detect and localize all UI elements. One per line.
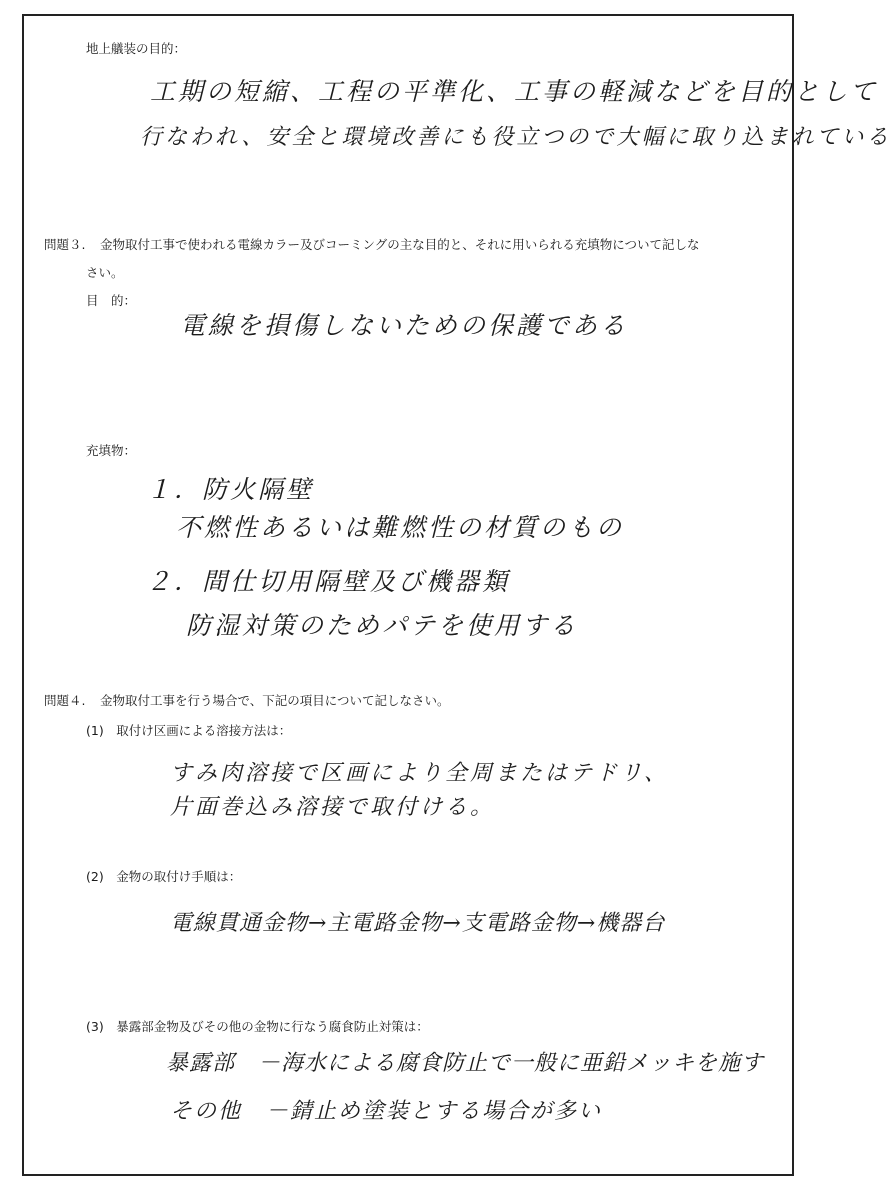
q4-item3-answer-1: 暴露部 －海水による腐食防止で一般に亜鉛メッキを施す <box>166 1051 765 1076</box>
q4-item1-answer-2: 片面巻込み溶接で取付ける。 <box>170 795 496 820</box>
q3-purpose-answer: 電線を損傷しないための保護である <box>180 311 629 340</box>
q4-item3-label: (3) 暴露部金物及びその他の金物に行なう腐食防止対策は： <box>86 1019 429 1034</box>
q4-number: 問題４. <box>44 693 86 708</box>
q3-number: 問題３. <box>44 237 86 252</box>
q4-text: 金物取付工事を行う場合で、下記の項目について記しなさい。 <box>100 693 450 708</box>
q3-text-line2: さい。 <box>86 265 124 280</box>
q3-text-line1: 金物取付工事で使われる電線カラー及びコーミングの主な目的と、それに用いられる充填物について記しな <box>100 237 700 252</box>
q4-item2-label: (2) 金物の取付け手順は： <box>86 869 242 884</box>
q3-filler-answer-1: １．防火隔壁 <box>146 475 315 504</box>
q4-item2-answer: 電線貫通金物→主電路金物→支電路金物→機器台 <box>170 911 666 936</box>
q3-filler-answer-4: 防湿対策のためパテを使用する <box>186 611 579 640</box>
q3-filler-label: 充填物： <box>86 443 137 458</box>
q4-item3-answer-2: その他 －錆止め塗装とする場合が多い <box>170 1099 603 1124</box>
q3-filler-answer-3: ２．間仕切用隔壁及び機器類 <box>146 567 511 596</box>
purpose-answer-line1: 工期の短縮、工程の平準化、工事の軽減などを目的として <box>150 77 879 106</box>
q3-purpose-label: 目 的： <box>86 293 137 308</box>
purpose-answer-line2: 行なわれ、安全と環境改善にも役立つので大幅に取り込まれている <box>140 125 891 150</box>
q3-filler-answer-2: 不燃性あるいは難燃性の材質のもの <box>176 513 625 542</box>
purpose-label: 地上艤装の目的： <box>86 41 187 56</box>
q4-item1-label: (1) 取付け区画による溶接方法は： <box>86 723 292 738</box>
q4-item1-answer-1: すみ肉溶接で区画により全周またはテドリ、 <box>170 761 669 786</box>
